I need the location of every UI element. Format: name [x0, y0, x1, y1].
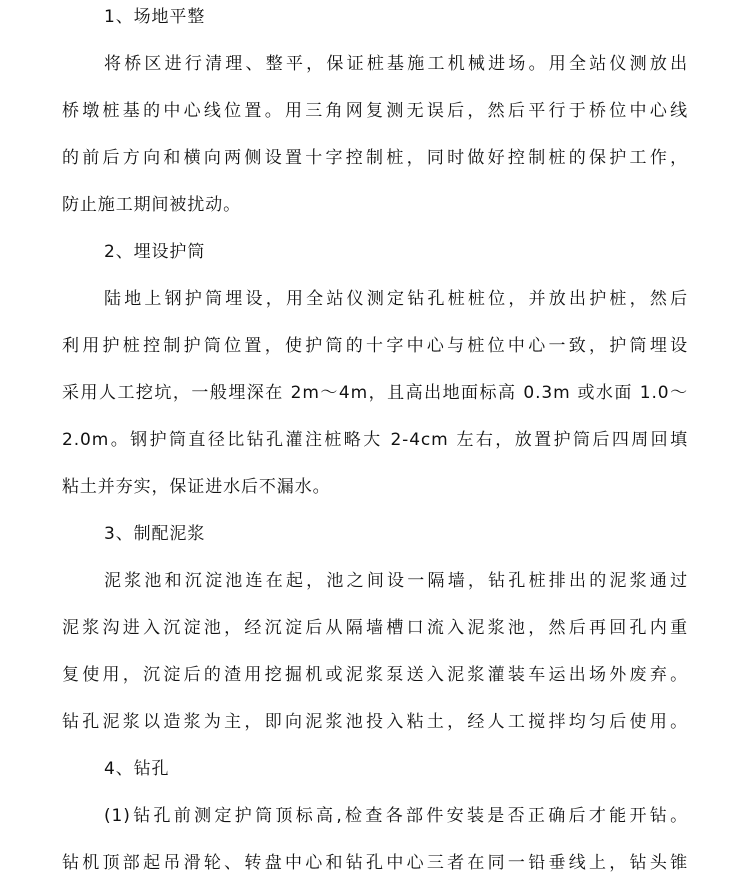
- section-3-heading: 3、制配泥浆: [104, 524, 206, 544]
- section-3-line-3: 复使用，沉淀后的渣用挖掘机或泥浆泵送入泥浆灌装车运出场外废弃。: [62, 665, 688, 685]
- section-1-line-2: 桥墩桩基的中心线位置。用三角网复测无误后，然后平行于桥位中心线: [62, 101, 688, 121]
- section-3-line-4: 钻孔泥浆以造浆为主，即向泥浆池投入粘土，经人工搅拌均匀后使用。: [62, 712, 688, 732]
- section-2-line-5: 粘土并夯实，保证进水后不漏水。: [62, 477, 331, 497]
- section-2-line-1: 陆地上钢护筒埋设，用全站仪测定钻孔桩桩位，并放出护桩，然后: [104, 289, 688, 309]
- section-2-line-3: 采用人工挖坑，一般埋深在 2m～4m，且高出地面标高 0.3m 或水面 1.0～: [62, 383, 688, 403]
- section-4-heading: 4、钻孔: [104, 759, 170, 779]
- section-1-line-4: 防止施工期间被扰动。: [62, 195, 241, 215]
- section-4-line-2: 钻机顶部起吊滑轮、转盘中心和钻孔中心三者在同一铅垂线上，钻头锥: [62, 853, 688, 873]
- section-3-line-2: 泥浆沟进入沉淀池，经沉淀后从隔墙槽口流入泥浆池，然后再回孔内重: [62, 618, 688, 638]
- section-4-line-1: (1)钻孔前测定护筒顶标高,检查各部件安装是否正确后才能开钻。: [104, 806, 688, 826]
- section-2-line-2: 利用护桩控制护筒位置，使护筒的十字中心与桩位中心一致，护筒埋设: [62, 336, 688, 356]
- section-1-heading: 1、场地平整: [104, 7, 206, 27]
- section-2-heading: 2、埋设护筒: [104, 242, 206, 262]
- section-3-line-1: 泥浆池和沉淀池连在起，池之间设一隔墙，钻孔桩排出的泥浆通过: [104, 571, 688, 591]
- section-1-line-1: 将桥区进行清理、整平，保证桩基施工机械进场。用全站仪测放出: [104, 54, 688, 74]
- section-1-line-3: 的前后方向和横向两侧设置十字控制桩，同时做好控制桩的保护工作，: [62, 148, 688, 168]
- section-2-line-4: 2.0m。钢护筒直径比钻孔灌注桩略大 2-4cm 左右，放置护筒后四周回填: [62, 430, 688, 450]
